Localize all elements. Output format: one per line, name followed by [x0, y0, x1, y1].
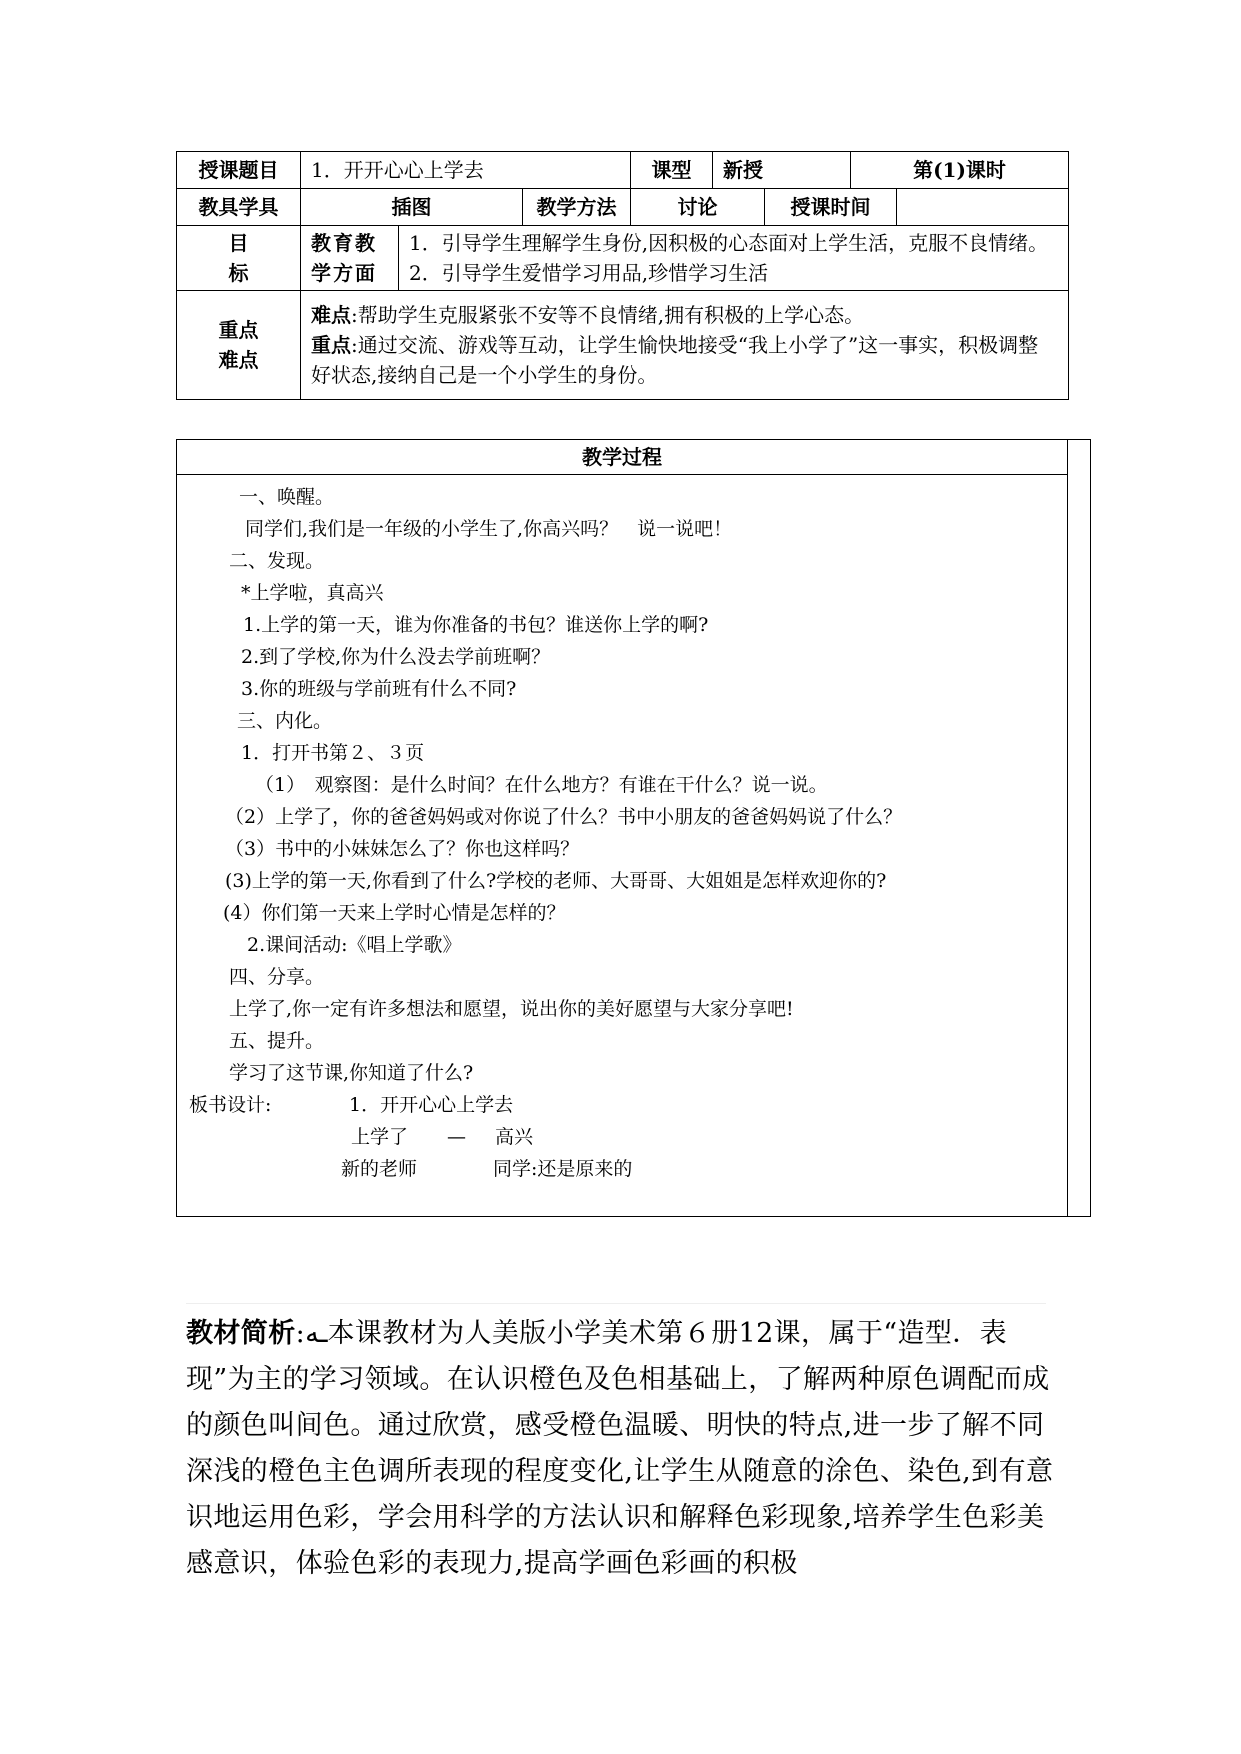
aids-label: 教具学具 [177, 189, 301, 226]
time-label: 授课时间 [765, 189, 897, 226]
process-line: 2.课间活动:《唱上学歌》 [247, 934, 462, 956]
goals-row [177, 226, 1069, 291]
topic-value: 1．开开心心上学去 [301, 152, 631, 189]
time-value [897, 189, 1069, 226]
process-line: 1．打开书第２、３页 [241, 742, 425, 764]
process-line: 2.到了学校,你为什么没去学前班啊？ [241, 646, 551, 668]
process-line: （1） 观察图：是什么时间？在什么地方？有谁在干什么？说一说。 [255, 774, 828, 796]
difficult-point [311, 300, 1058, 330]
process-line: 四、分享。 [229, 966, 325, 988]
process-border-line [1067, 440, 1068, 1216]
key-points-text [301, 291, 1069, 400]
goals-label: 目 标 [177, 226, 301, 291]
key-prefix: 重点 [311, 333, 351, 357]
analysis-text: :ـه本课教材为人美版小学美术第６册12课，属于“造型．表现”为主的学习领域。在认识橙色及色相基础上，了解两种原色调配而成的颜色叫间色。通过欣赏，感受橙色温暖、明快的特点,进一步了解不同深浅的橙色主色调所表现的程度变化,让学生从随意的涂色、染色,到有意识地运用色彩，学会用科学的方法认识和解释色彩现象,培养学生色彩美感意识，体验色彩的表现力,提高学画色彩画的积极 [186, 1318, 1054, 1579]
teaching-process-box [176, 439, 1091, 1217]
board-line-dash: — [447, 1126, 466, 1148]
aids-row [177, 189, 1069, 226]
lesson-type-label: 课型 [631, 152, 713, 189]
key-points-row [177, 291, 1069, 400]
process-line: （3）书中的小妹妹怎么了？你也这样吗？ [225, 838, 580, 860]
lesson-type-value: 新授 [713, 152, 851, 189]
process-line: (4）你们第一天来上学时心情是怎样的？ [223, 902, 566, 924]
goals-aspect: 教育教学方面 [301, 226, 399, 291]
aids-value: 插图 [301, 189, 523, 226]
goal-1: 1．引导学生理解学生身份,因积极的心态面对上学生活，克服不良情绪。 [409, 231, 1049, 255]
process-line: （2）上学了，你的爸爸妈妈或对你说了什么？书中小朋友的爸爸妈妈说了什么？ [225, 806, 903, 828]
process-line: *上学啦，真高兴 [241, 582, 384, 604]
method-value: 讨论 [631, 189, 765, 226]
method-label: 教学方法 [523, 189, 631, 226]
difficult-text: :帮助学生克服紧张不安等不良情绪,拥有积极的上学心态。 [351, 303, 865, 327]
analysis-label: 教材简析 [186, 1318, 296, 1349]
difficult-prefix: 难点 [311, 303, 351, 327]
goals-text [399, 226, 1069, 291]
key-label-1: 重点 [218, 318, 259, 342]
process-line: 二、发现。 [229, 550, 325, 572]
board-line-classmates: 同学:还是原来的 [493, 1158, 633, 1180]
board-line-title: 1．开开心心上学去 [349, 1094, 514, 1116]
process-line: 学习了这节课,你知道了什么? [229, 1062, 474, 1084]
key-label-2: 难点 [218, 348, 259, 372]
topic-label: 授课题目 [177, 152, 301, 189]
key-points-label [177, 291, 301, 400]
process-line: 五、提升。 [229, 1030, 325, 1052]
key-point [311, 330, 1058, 390]
board-design-label: 板书设计: [189, 1094, 272, 1116]
process-line: 一、唤醒。 [239, 486, 335, 508]
goal-2: 2．引导学生爱惜学习用品,珍惜学习生活 [409, 261, 769, 285]
process-line: 上学了,你一定有许多想法和愿望，说出你的美好愿望与大家分享吧! [229, 998, 794, 1020]
process-line: 1.上学的第一天，谁为你准备的书包？谁送你上学的啊? [243, 614, 709, 636]
faint-divider [186, 1303, 1046, 1304]
process-line: 3.你的班级与学前班有什么不同? [241, 678, 517, 700]
process-line: (3)上学的第一天,你看到了什么?学校的老师、大哥哥、大姐姐是怎样欢迎你的? [225, 870, 887, 892]
topic-row [177, 152, 1069, 189]
process-line: 同学们,我们是一年级的小学生了,你高兴吗？ 说一说吧！ [245, 518, 733, 540]
board-line-teacher: 新的老师 [341, 1158, 418, 1180]
key-text: :通过交流、游戏等互动，让学生愉快地接受“我上小学了”这一事实，积极调整好状态,接纳自己是一个小学生的身份。 [311, 333, 1039, 387]
process-title: 教学过程 [177, 440, 1067, 475]
period-label: 第(1)课时 [851, 152, 1069, 189]
board-line-left: 上学了 [351, 1126, 409, 1148]
material-analysis [186, 1311, 1056, 1587]
lesson-plan-table [176, 151, 1069, 400]
board-line-right: 高兴 [495, 1126, 534, 1148]
process-line: 三、内化。 [237, 710, 333, 732]
